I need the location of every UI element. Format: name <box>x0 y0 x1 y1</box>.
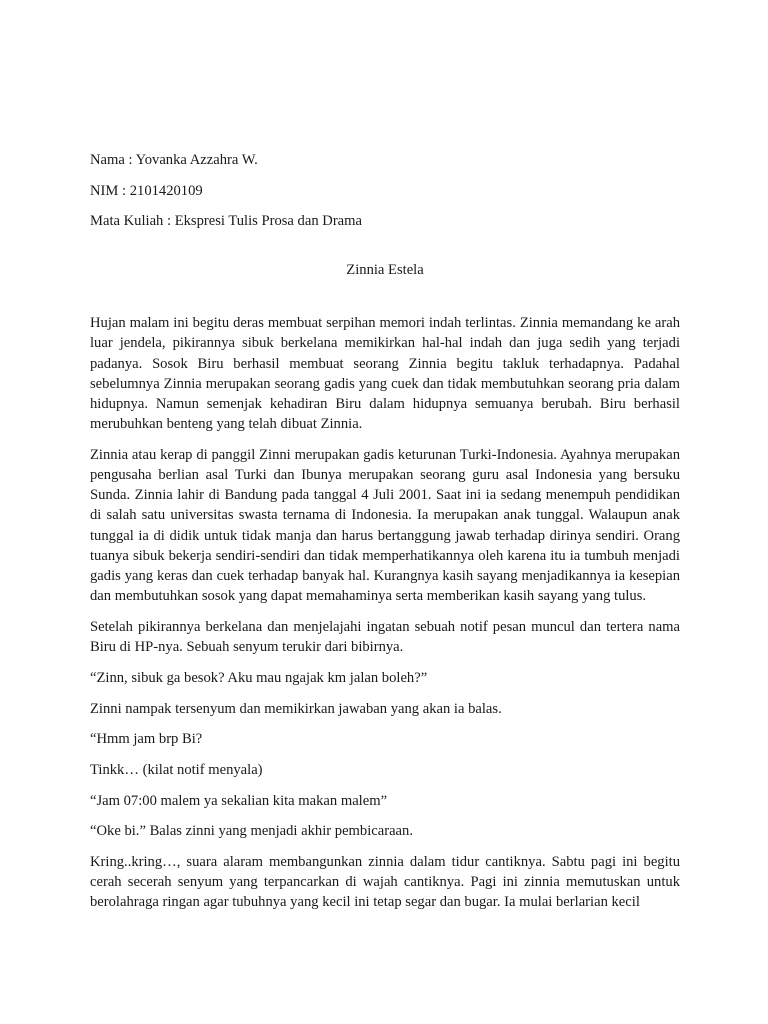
student-name: Nama : Yovanka Azzahra W. <box>90 152 258 168</box>
dialogue-line: “Hmm jam brp Bi? <box>90 731 203 748</box>
paragraph: Zinnia atau kerap di panggil Zinni merupakan gadis keturunan Turki-Indonesia. Ayahnya merupakan pengusaha berlian asal Turki dan Ibunya merupakan seorang guru asal Indonesia yang bersuku Sunda. Zinnia lahir di Bandung pada tanggal 4 Juli 2001. Saat ini ia sedang menempuh pendidikan di salah satu universitas swasta ternama di Indonesia. Ia merupakan anak tunggal. Walaupun anak tunggal ia di didik untuk tidak manja dan harus bertanggung jawab terhadap dirinya sendiri. Orang tuanya sibuk bekerja sendiri-sendiri dan tidak memperhatikannya oleh karena itu ia tumbuh menjadi gadis yang keras dan cuek terhadap banyak hal. Kurangnya kasih sayang menjadikannya ia kesepian dan membutuhkan sosok yang dapat memahaminya serta memberikan kasih sayang yang tulus. <box>90 446 680 605</box>
paragraph: Hujan malam ini begitu deras membuat serpihan memori indah terlintas. Zinnia memandang ke arah luar jendela, pikirannya sibuk berkelana memikirkan hal-hal indah dan juga sedih yang terjadi padanya. Sosok Biru berhasil membuat seorang Zinnia begitu takluk terhadapnya. Padahal sebelumnya Zinnia merupakan seorang gadis yang cuek dan tidak membutuhkan seorang pria dalam hidupnya. Namun semenjak kehadiran Biru dalam hidupnya semuanya berubah. Biru berhasil merubuhkan benteng yang telah dibuat Zinnia. <box>90 315 680 433</box>
dialogue-line: “Oke bi.” Balas zinni yang menjadi akhir pembicaraan. <box>90 823 413 840</box>
narration-line: Zinni nampak tersenyum dan memikirkan jawaban yang akan ia balas. <box>90 700 502 717</box>
dialogue-line: “Jam 07:00 malem ya sekalian kita makan malem” <box>90 792 388 809</box>
story-title: Zinnia Estela <box>346 261 424 278</box>
student-id: NIM : 2101420109 <box>90 182 203 199</box>
course-name: Mata Kuliah : Ekspresi Tulis Prosa dan Drama <box>90 213 362 230</box>
paragraph: Kring..kring…, suara alaram membangunkan zinnia dalam tidur cantiknya. Sabtu pagi ini begitu cerah secerah senyum yang terpancarkan di wajah cantiknya. Pagi ini zinnia memutuskan untuk berolahraga ringan agar tubuhnya yang kecil ini tetap segar dan bugar. Ia mulai berlarian kecil <box>90 854 680 911</box>
document-content <box>90 150 680 923</box>
paragraph: Setelah pikirannya berkelana dan menjelajahi ingatan sebuah notif pesan muncul dan tertera nama Biru di HP-nya. Sebuah senyum terukir dari bibirnya. <box>90 618 680 656</box>
narration-line: Tinkk… (kilat notif menyala) <box>90 761 263 778</box>
dialogue-line: “Zinn, sibuk ga besok? Aku mau ngajak km jalan boleh?” <box>90 669 428 686</box>
